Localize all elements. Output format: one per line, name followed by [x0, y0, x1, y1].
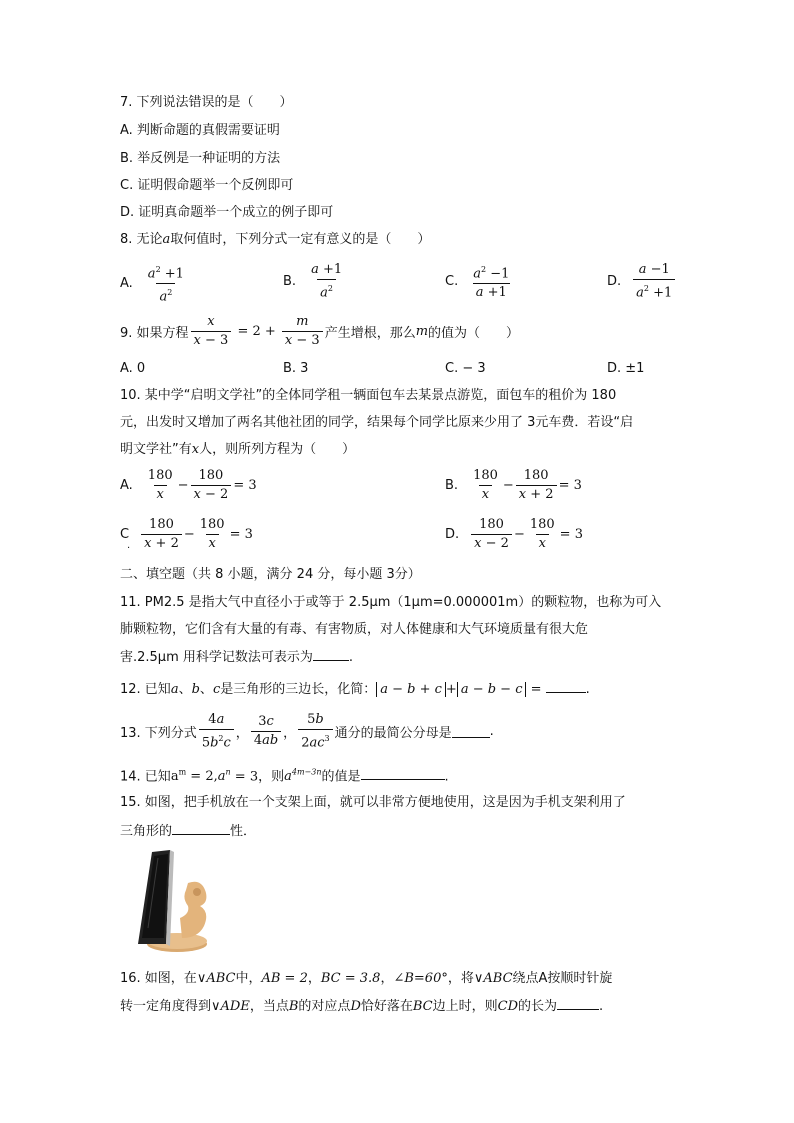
- q7-option-b: B. 举反例是一种证明的方法: [120, 151, 281, 166]
- q8-option-b: B. $\frac{a +1}{a^2}$: [283, 262, 347, 301]
- fraction: $\frac{a^2 -1}{a +1}$: [473, 265, 510, 301]
- abs-expression: a − b + c: [376, 682, 446, 697]
- q11-line-1: 11. PM2.5 是指大气中直径小于或等于 2.5μm（1μm=0.000001m）的颗粒物，也称为可入: [120, 595, 662, 610]
- abs-expression: a − b − c: [457, 682, 527, 697]
- q7-option-c: C. 证明假命题举一个反例即可: [120, 178, 294, 193]
- q7-option-a: A. 判断命题的真假需要证明: [120, 123, 280, 138]
- answer-blank[interactable]: [172, 822, 230, 835]
- q10-option-c: C $\frac{180}{x + 2}$ − $\frac{180}{x}$ = 3: [120, 517, 253, 551]
- answer-blank[interactable]: [361, 767, 445, 780]
- fraction: $\frac{a -1}{a^2 +1}$: [633, 262, 675, 301]
- q11-line-3: 害.2.5μm 用科学记数法可表示为 .: [120, 650, 354, 665]
- q8-option-c: C. $\frac{a^2 -1}{a +1}$: [445, 262, 514, 301]
- q9-option-c: C. − 3: [445, 361, 486, 376]
- q8-option-d: D. $\frac{a -1}{a^2 +1}$: [607, 262, 677, 301]
- q15-line-2: 三角形的 性．: [120, 824, 257, 839]
- phone-stand-image: [130, 848, 212, 958]
- q13-line: 13. 下列分式 $\frac{4a}{5b^2c}$ ， $\frac{3c}{4ab}$ ， $\frac{5b}{2ac^3}$ 通分的最简公分母是 .: [120, 712, 494, 751]
- q16-line-2: 转一定角度得到∨ADE，当点B的对应点D恰好落在BC边上时，则CD的长为 .: [120, 999, 604, 1014]
- q8-option-a: A. $\frac{a^2 +1}{a^2}$: [120, 262, 189, 306]
- q7-stem: 7. 下列说法错误的是（ ）: [120, 95, 293, 110]
- answer-blank[interactable]: [452, 725, 490, 738]
- q10-line-3: 明文学社”有x人，则所列方程为（ ）: [120, 442, 356, 457]
- q8-stem: 8. 无论a取何值时，下列分式一定有意义的是（ ）: [120, 232, 431, 247]
- q10-option-d: D. $\frac{180}{x - 2}$ − $\frac{180}{x}$ = 3: [445, 517, 583, 551]
- q12-line: 12. 已知a、b、c是三角形的三边长，化简： a − b + c + a − b − c = .: [120, 682, 590, 697]
- q9-stem: 9. 如果方程 $\frac{x}{x - 3}$ = 2 + $\frac{m}{x - 3}$ 产生增根，那么 m 的值为（ ）: [120, 314, 520, 348]
- q10-option-a: A. $\frac{180}{x}$ − $\frac{180}{x - 2}$ = 3: [120, 468, 257, 502]
- q11-line-2: 肺颗粒物，它们含有大量的有毒、有害物质，对人体健康和大气环境质量有很大危: [120, 622, 589, 637]
- q9-option-d: D. ±1: [607, 361, 645, 376]
- q9-option-b: B. 3: [283, 361, 309, 376]
- answer-blank[interactable]: [557, 997, 599, 1010]
- q14-line: 14. 已知$a^m = 2,a^n = 3$，则$a^{4m-3n}$的值是 .: [120, 768, 449, 785]
- q10-option-b: B. $\frac{180}{x}$ − $\frac{180}{x + 2}$ = 3: [445, 468, 582, 502]
- q10-option-c-dot: .: [127, 540, 131, 551]
- answer-blank[interactable]: [313, 648, 349, 661]
- q16-line-1: 16. 如图，在∨ABC中，AB = 2，BC = 3.8，∠B=60°，将∨ABC绕点A按顺时针旋: [120, 971, 613, 986]
- fraction: $\frac{a +1}{a^2}$: [311, 262, 343, 301]
- fraction: $\frac{a^2 +1}{a^2}$: [147, 265, 184, 305]
- q9-equation: $\frac{x}{x - 3}$ = 2 + $\frac{m}{x - 3}$: [189, 314, 325, 349]
- q15-line-1: 15. 如图，把手机放在一个支架上面，就可以非常方便地使用，这是因为手机支架利用了: [120, 795, 626, 810]
- q10-line-1: 10. 某中学“启明文学社”的全体同学租一辆面包车去某景点游览，面包车的租价为 180: [120, 388, 617, 403]
- var-a: a: [162, 232, 171, 247]
- q10-line-2: 元，出发时又增加了两名其他社团的同学，结果每个同学比原来少用了 3元车费．若设“启: [120, 415, 634, 430]
- section-heading: 二、填空题（共 8 小题，满分 24 分，每小题 3分）: [120, 567, 421, 582]
- q7-option-d: D. 证明真命题举一个成立的例子即可: [120, 205, 334, 220]
- answer-blank[interactable]: [546, 680, 586, 693]
- q9-option-a: A. 0: [120, 361, 146, 376]
